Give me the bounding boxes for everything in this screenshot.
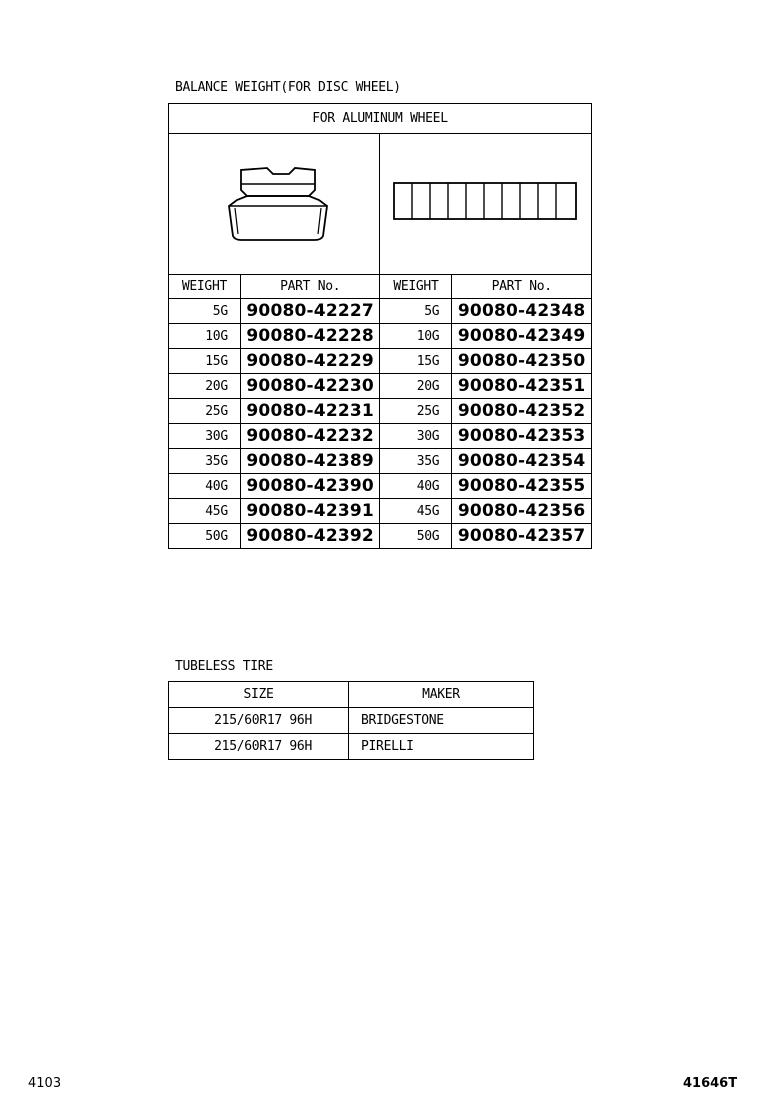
tire-maker-cell: BRIDGESTONE xyxy=(349,708,534,734)
table-row xyxy=(169,708,534,734)
tire-size-cell: 215/60R17 96H xyxy=(169,708,349,734)
part-number-cell: 90080-42389 xyxy=(240,449,380,474)
part-number-cell: 90080-42354 xyxy=(452,449,592,474)
table-row xyxy=(169,734,534,760)
weight-cell: 5G xyxy=(380,299,452,324)
part-number-cell: 90080-42227 xyxy=(240,299,380,324)
weight-cell: 20G xyxy=(169,374,241,399)
part-number-cell: 90080-42355 xyxy=(452,474,592,499)
part-number-cell: 90080-42356 xyxy=(452,499,592,524)
table-row xyxy=(169,424,592,449)
weight-cell: 15G xyxy=(380,349,452,374)
tire-size-cell: 215/60R17 96H xyxy=(169,734,349,760)
weight-cell: 40G xyxy=(169,474,241,499)
col-weight-left: WEIGHT xyxy=(169,275,241,299)
part-number-cell: 90080-42392 xyxy=(240,524,380,549)
col-weight-right: WEIGHT xyxy=(380,275,452,299)
table-row xyxy=(169,399,592,424)
tubeless-tire-table xyxy=(168,681,534,760)
table-row xyxy=(169,374,592,399)
footer-left-code: 4103 xyxy=(28,1076,62,1091)
tubeless-tire-title: TUBELESS TIRE xyxy=(175,659,273,674)
weight-cell: 25G xyxy=(380,399,452,424)
footer-right-code: 41646T xyxy=(683,1076,738,1091)
weight-cell: 30G xyxy=(169,424,241,449)
weight-cell: 35G xyxy=(169,449,241,474)
table-row xyxy=(169,299,592,324)
weight-cell: 25G xyxy=(169,399,241,424)
weight-cell: 15G xyxy=(169,349,241,374)
part-number-cell: 90080-42350 xyxy=(452,349,592,374)
weight-cell: 10G xyxy=(380,324,452,349)
table-row xyxy=(169,324,592,349)
weight-cell: 45G xyxy=(380,499,452,524)
weight-cell: 35G xyxy=(380,449,452,474)
weight-cell: 20G xyxy=(380,374,452,399)
clip-weight-icon xyxy=(169,134,379,270)
weight-cell: 5G xyxy=(169,299,241,324)
part-number-cell: 90080-42353 xyxy=(452,424,592,449)
part-number-cell: 90080-42230 xyxy=(240,374,380,399)
balance-weight-title: BALANCE WEIGHT(FOR DISC WHEEL) xyxy=(175,80,401,95)
part-number-cell: 90080-42348 xyxy=(452,299,592,324)
part-number-cell: 90080-42391 xyxy=(240,499,380,524)
part-number-cell: 90080-42357 xyxy=(452,524,592,549)
col-part-left: PART No. xyxy=(240,275,380,299)
col-part-right: PART No. xyxy=(452,275,592,299)
clip-on-weight-illustration xyxy=(169,134,380,275)
balance-weight-table xyxy=(168,103,592,549)
table-row xyxy=(169,449,592,474)
part-number-cell: 90080-42352 xyxy=(452,399,592,424)
adhesive-weight-illustration xyxy=(380,134,592,275)
part-number-cell: 90080-42229 xyxy=(240,349,380,374)
col-maker: MAKER xyxy=(349,682,534,708)
col-size: SIZE xyxy=(169,682,349,708)
tire-maker-cell: PIRELLI xyxy=(349,734,534,760)
part-number-cell: 90080-42349 xyxy=(452,324,592,349)
part-number-cell: 90080-42232 xyxy=(240,424,380,449)
table-row xyxy=(169,499,592,524)
table-row xyxy=(169,474,592,499)
part-number-cell: 90080-42228 xyxy=(240,324,380,349)
weight-cell: 50G xyxy=(169,524,241,549)
table-row xyxy=(169,349,592,374)
part-number-cell: 90080-42231 xyxy=(240,399,380,424)
weight-cell: 30G xyxy=(380,424,452,449)
aluminum-wheel-header: FOR ALUMINUM WHEEL xyxy=(169,104,592,134)
weight-cell: 40G xyxy=(380,474,452,499)
part-number-cell: 90080-42390 xyxy=(240,474,380,499)
weight-cell: 45G xyxy=(169,499,241,524)
table-row xyxy=(169,524,592,549)
weight-cell: 10G xyxy=(169,324,241,349)
adhesive-weight-strip-icon xyxy=(380,134,590,270)
part-number-cell: 90080-42351 xyxy=(452,374,592,399)
weight-cell: 50G xyxy=(380,524,452,549)
